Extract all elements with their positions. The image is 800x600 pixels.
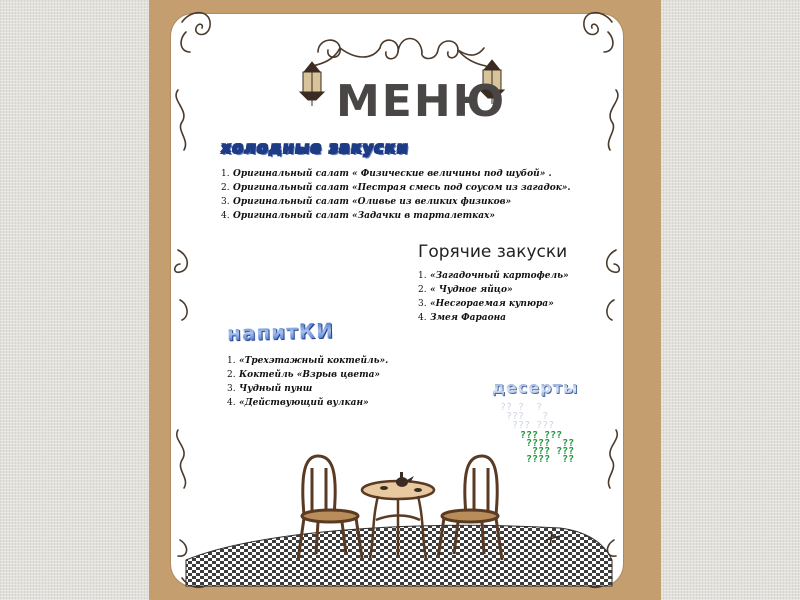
scroll-ornament-icon bbox=[584, 13, 613, 52]
cold-appetizers-heading: холодные закуски bbox=[220, 138, 410, 157]
lantern-icon bbox=[300, 62, 324, 106]
list-item: 4. Оригинальный салат «Задачки в тарталетках» bbox=[221, 211, 496, 221]
scroll-ornament-icon bbox=[181, 13, 210, 52]
drinks-heading: напитКИ bbox=[226, 318, 335, 346]
hot-appetizers-heading: Горячие закуски bbox=[418, 242, 568, 262]
cold-appetizers-list bbox=[221, 167, 571, 223]
hot-appetizers-list bbox=[418, 269, 569, 325]
drinks-list bbox=[227, 354, 388, 410]
list-item: 2. Коктейль «Взрыв цвета» bbox=[227, 370, 381, 380]
desserts-green-scribble: ??? ??? ???? ?? ??? ??? ???? ?? bbox=[520, 430, 575, 465]
list-item: 1. «Трехэтажный коктейль». bbox=[227, 356, 389, 366]
list-item: 3. Оригинальный салат «Оливье из великих физиков» bbox=[221, 197, 512, 207]
list-item: 1. Оригинальный салат « Физические величины под шубой» . bbox=[221, 169, 552, 179]
list-item: 3. Чудный пунш bbox=[227, 384, 313, 394]
menu-title: МЕНЮ bbox=[336, 76, 507, 127]
scroll-ornament-icon bbox=[175, 90, 188, 556]
desserts-scribble: ?? ? ? ??? ? ??? ??? bbox=[500, 402, 555, 431]
list-item: 4. Змея Фараона bbox=[418, 313, 506, 323]
list-item: 2. « Чудное яйцо» bbox=[418, 285, 513, 295]
list-item: 3. «Несгораемая купюра» bbox=[418, 299, 554, 309]
list-item: 2. Оригинальный салат «Пестрая смесь под соусом из загадок». bbox=[221, 183, 571, 193]
desserts-heading: десерты bbox=[492, 378, 579, 397]
cafe-table-icon bbox=[362, 481, 434, 558]
list-item: 4. «Действующий вулкан» bbox=[227, 398, 369, 408]
list-item: 1. «Загадочный картофель» bbox=[418, 271, 569, 281]
scroll-ornament-icon bbox=[607, 90, 620, 556]
scroll-ornament-icon bbox=[312, 39, 486, 67]
